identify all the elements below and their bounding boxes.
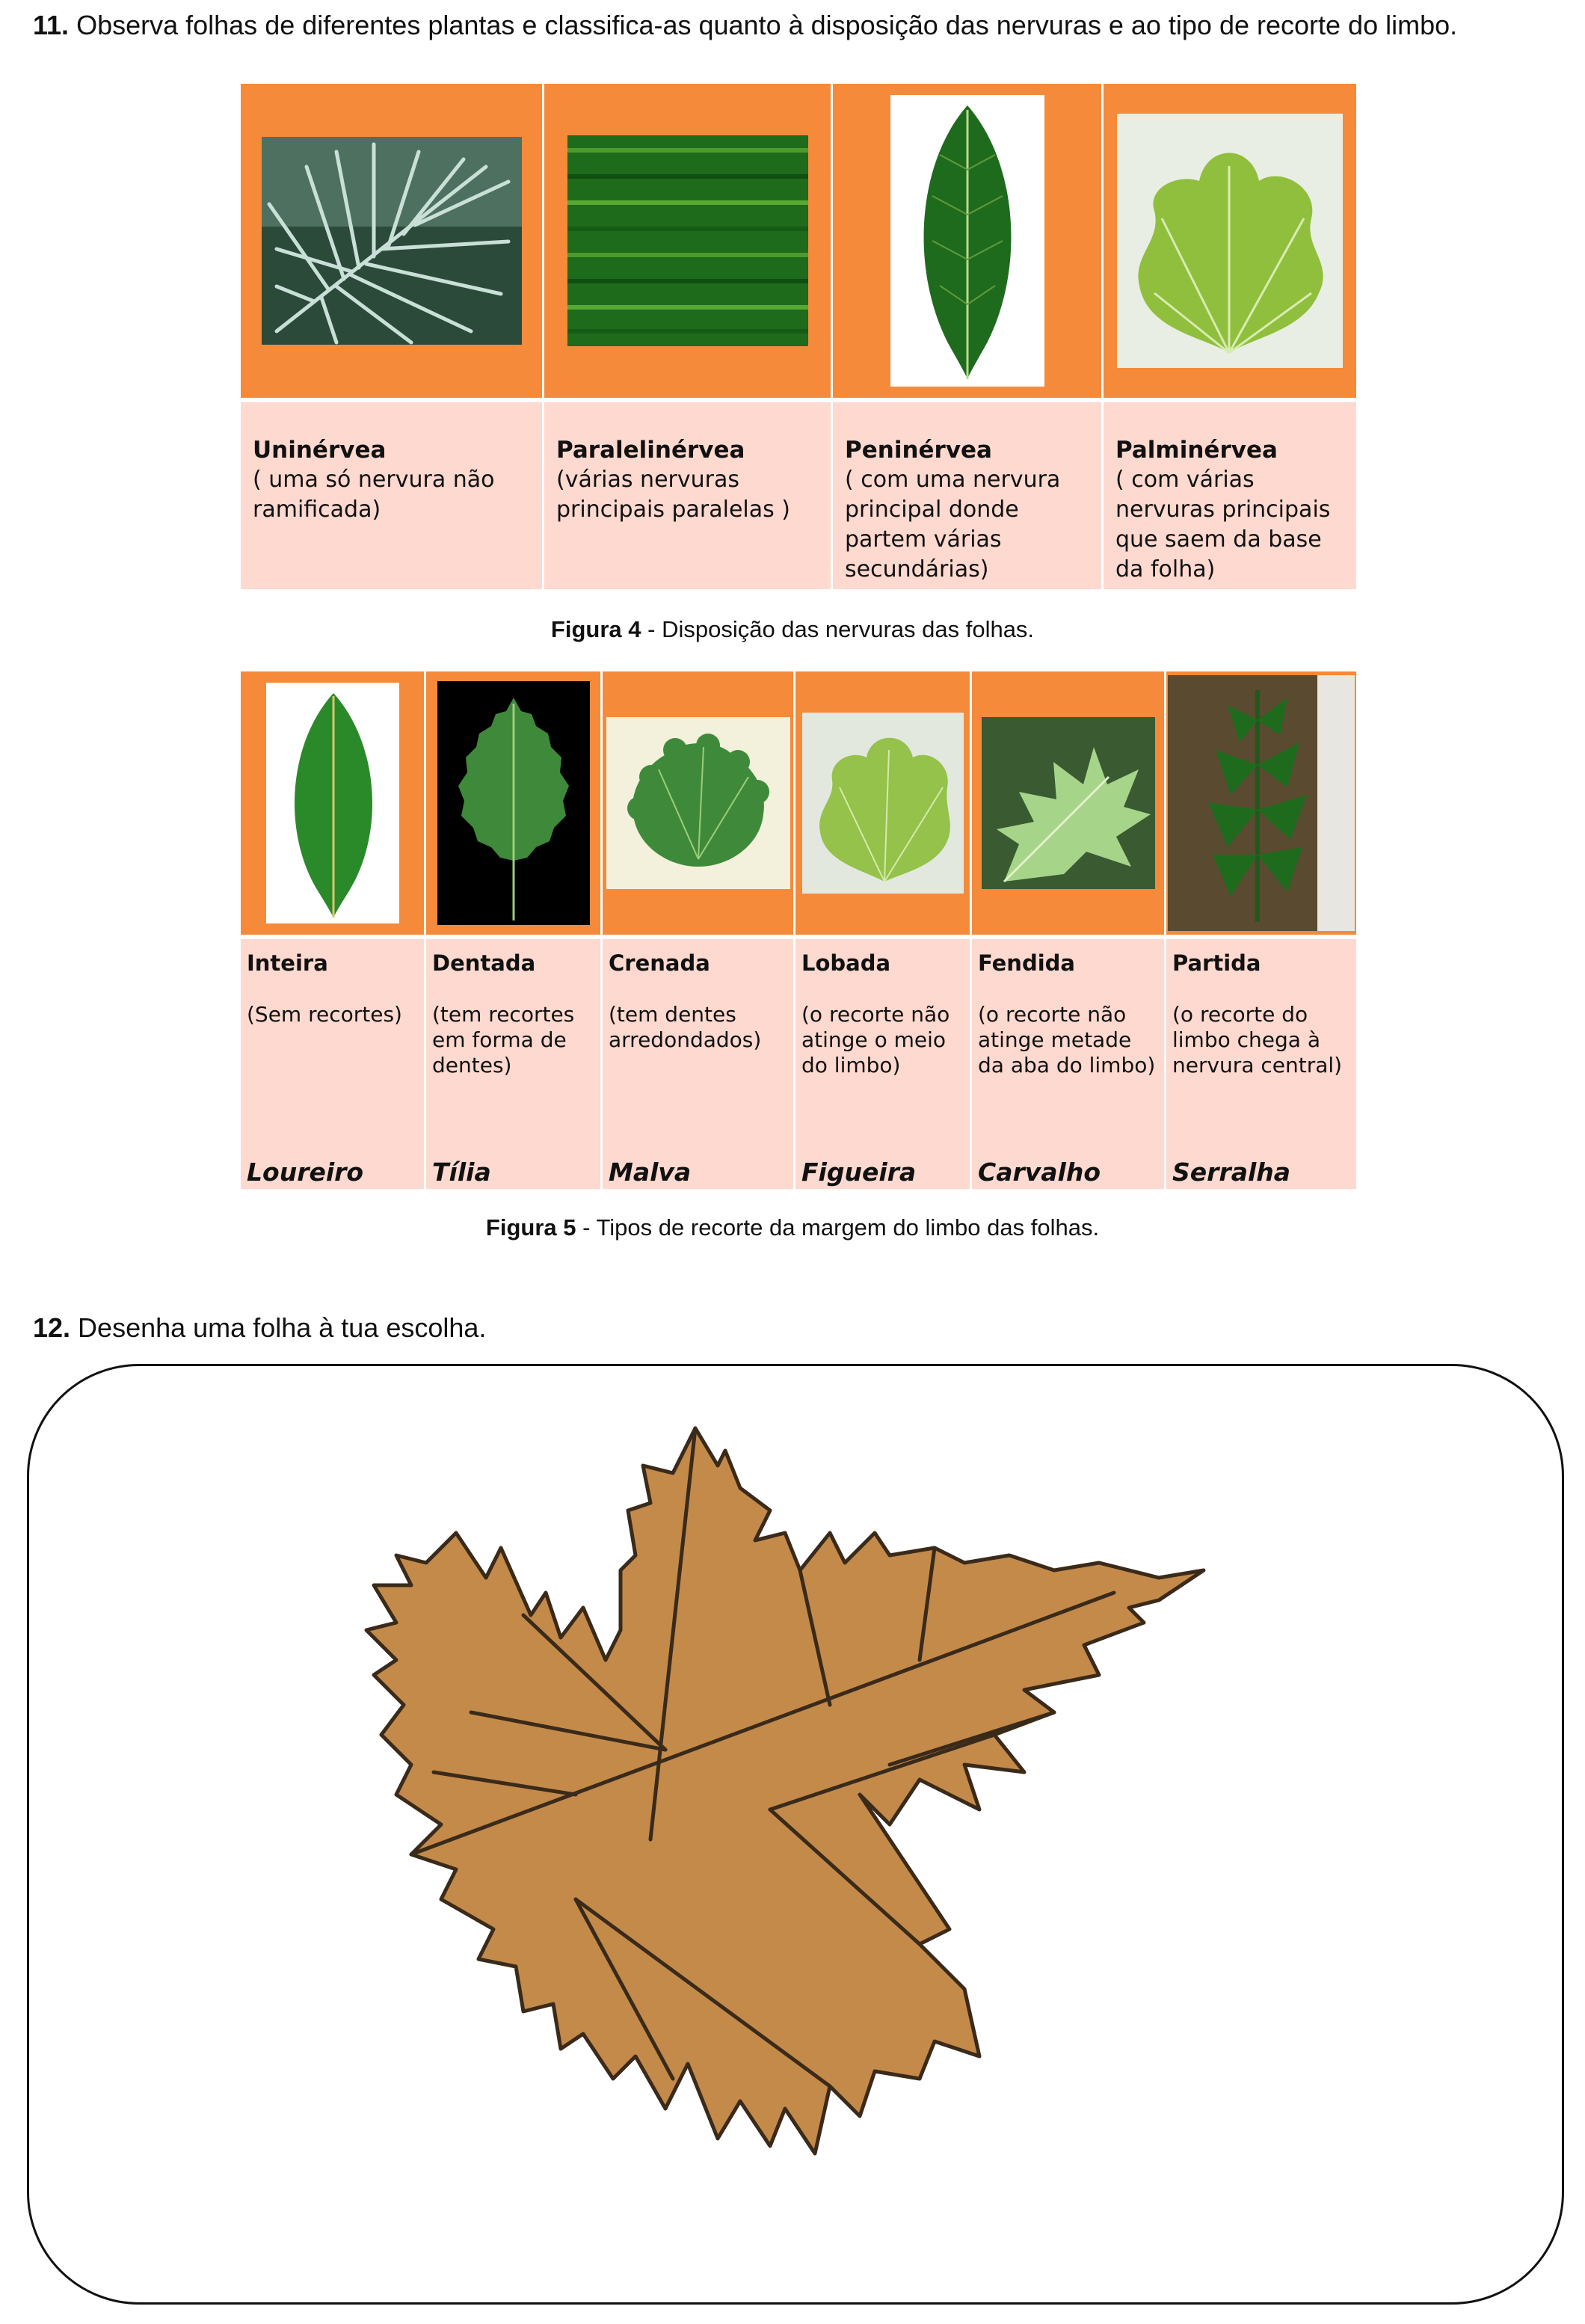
plant-name: Figueira — [801, 1158, 917, 1187]
photo-cell — [795, 671, 970, 939]
figure-5-table — [241, 671, 1356, 1189]
venation-column-uninervea — [241, 84, 544, 589]
question-11-text: Observa folhas de diferentes plantas e classifica-as quanto à disposição das nervuras e ao tipo de recorte do limbo. — [69, 10, 1458, 40]
margin-description: (tem recortes em forma de dentes) — [432, 1002, 575, 1078]
caption-label: Figura 4 — [550, 616, 641, 642]
margin-title: Dentada — [432, 950, 536, 976]
question-12-text: Desenha uma folha à tua escolha. — [70, 1312, 487, 1343]
venation-column-palminervea — [1104, 84, 1356, 589]
palmate-leaf-photo — [1117, 114, 1343, 368]
margin-column-inteira — [241, 671, 426, 1189]
margin-title: Inteira — [247, 950, 328, 976]
grass-leaf-photo — [567, 135, 808, 346]
margin-title: Fendida — [978, 950, 1075, 976]
question-12 — [33, 1312, 486, 1344]
photo-cell — [544, 84, 831, 402]
venation-text-cell — [241, 402, 542, 589]
photo-cell — [426, 671, 600, 939]
photo-cell — [603, 671, 793, 939]
laurel-leaf-photo — [266, 683, 399, 923]
plant-name: Tília — [432, 1158, 491, 1187]
question-11-number: 11. — [33, 10, 70, 40]
venation-description: ( com várias nervuras principais que saem da base da folha) — [1115, 467, 1331, 582]
margin-text-cell — [603, 939, 793, 1189]
venation-title: Paralelinérvea — [556, 437, 745, 464]
venation-text-cell — [833, 402, 1101, 589]
margin-title: Partida — [1172, 950, 1261, 976]
plant-name: Malva — [609, 1158, 692, 1187]
margin-description: (o recorte do limbo chega à nervura central) — [1172, 1002, 1343, 1078]
margin-description: (tem dentes arredondados) — [609, 1002, 762, 1052]
venation-title: Uninérvea — [253, 437, 387, 464]
margin-text-cell — [1166, 939, 1356, 1189]
plant-name: Serralha — [1172, 1158, 1291, 1187]
photo-cell — [833, 84, 1101, 402]
venation-title: Palminérvea — [1115, 437, 1278, 464]
margin-column-dentada — [426, 671, 603, 1189]
photo-cell — [241, 671, 424, 939]
margin-column-partida — [1166, 671, 1356, 1189]
venation-title: Peninérvea — [845, 437, 992, 464]
photo-cell — [241, 84, 542, 402]
margin-title: Crenada — [609, 950, 710, 976]
margin-text-cell — [972, 939, 1164, 1189]
venation-description: (várias nervuras principais paralelas ) — [556, 467, 791, 523]
venation-text-cell — [1104, 402, 1356, 589]
photo-cell — [1104, 84, 1356, 402]
plant-name: Carvalho — [978, 1158, 1101, 1187]
pine-needles-photo — [262, 137, 522, 345]
fig-leaf-photo — [802, 713, 964, 894]
venation-description: ( uma só nervura não ramificada) — [253, 467, 495, 523]
oval-leaf-photo — [890, 95, 1044, 387]
margin-column-fendida — [972, 671, 1166, 1189]
venation-text-cell — [544, 402, 831, 589]
margin-text-cell — [426, 939, 600, 1189]
venation-column-peninervea — [833, 84, 1104, 589]
sowthistle-leaf-photo — [1168, 675, 1355, 931]
margin-text-cell — [241, 939, 424, 1189]
plant-name: Loureiro — [247, 1158, 364, 1187]
figure-4-caption — [0, 615, 1585, 645]
photo-cell — [972, 671, 1164, 939]
mallow-leaf-photo — [606, 717, 790, 889]
question-11 — [33, 9, 1457, 42]
venation-column-paralelinervea — [544, 84, 833, 589]
oak-leaf-photo — [982, 717, 1155, 889]
margin-description: (Sem recortes) — [247, 1002, 402, 1027]
photo-cell — [1166, 671, 1356, 939]
caption-label: Figura 5 — [485, 1214, 576, 1241]
venation-description: ( com uma nervura principal donde partem várias secundárias) — [845, 467, 1061, 582]
linden-leaf-photo — [437, 681, 590, 925]
margin-column-crenada — [603, 671, 795, 1189]
margin-text-cell — [795, 939, 970, 1189]
caption-text: - Tipos de recorte da margem do limbo das folhas. — [576, 1214, 1100, 1241]
margin-column-lobada — [795, 671, 972, 1189]
margin-description: (o recorte não atinge o meio do limbo) — [801, 1002, 950, 1078]
figure-4-table — [241, 84, 1356, 589]
figure-5-caption — [0, 1213, 1585, 1243]
caption-text: - Disposição das nervuras das folhas. — [641, 616, 1035, 642]
hand-drawn-maple-leaf — [351, 1421, 1211, 2198]
margin-description: (o recorte não atinge metade da aba do limbo) — [978, 1002, 1156, 1078]
question-12-number: 12. — [33, 1312, 71, 1343]
margin-title: Lobada — [801, 950, 891, 976]
